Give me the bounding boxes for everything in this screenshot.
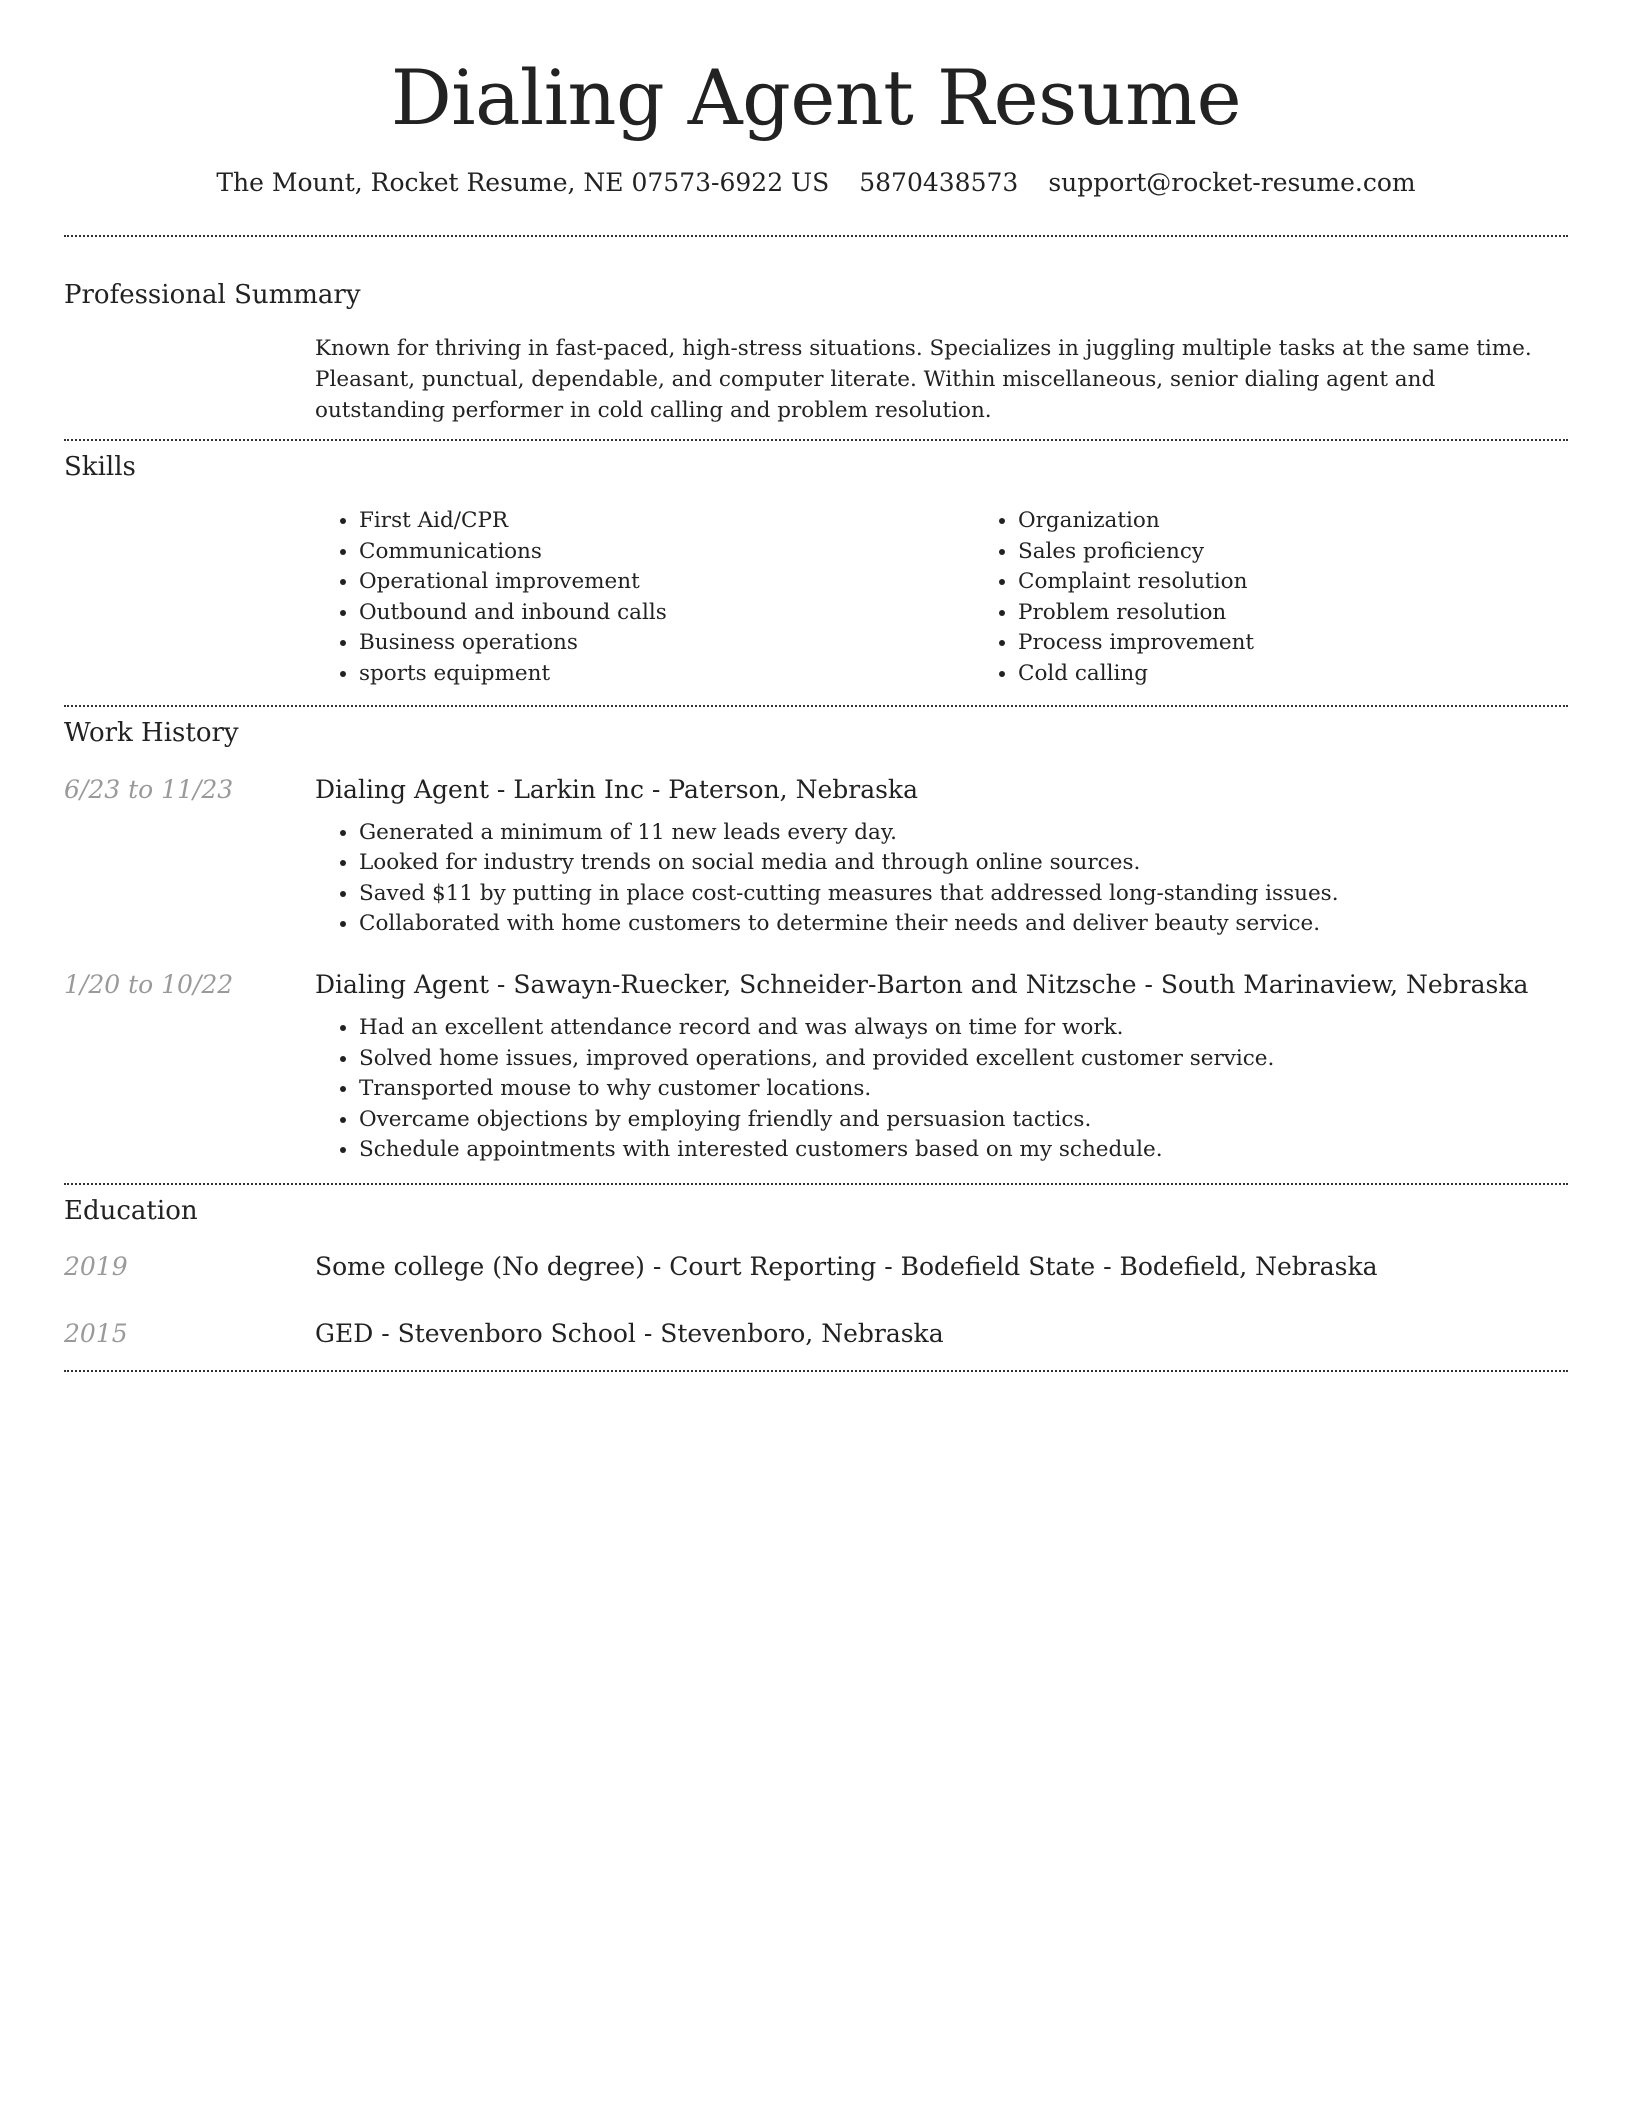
education-details: GED - Stevenboro School - Stevenboro, Nebraska: [315, 1319, 944, 1348]
job-bullet: • Overcame objections by employing friendly and persuasion tactics.: [359, 1105, 1568, 1136]
education-entry: [64, 1318, 1568, 1349]
education-year: 2015: [64, 1319, 128, 1348]
work-history-section: [64, 718, 1568, 1165]
job-bullet: • Schedule appointments with interested customers based on my schedule.: [359, 1135, 1568, 1166]
skills-list-right: [974, 506, 1632, 689]
job-bullet: • Transported mouse to why customer locations.: [359, 1074, 1568, 1105]
job-bullet: • Solved home issues, improved operations, and provided excellent customer service.: [359, 1044, 1568, 1075]
contact-phone: 5870438573: [859, 168, 1019, 197]
skill-item: • Problem resolution: [1018, 598, 1632, 629]
skills-left-spacer: [64, 506, 315, 689]
skill-item: • Outbound and inbound calls: [359, 598, 974, 629]
section-divider: [64, 235, 1568, 237]
job-title: Dialing Agent - Sawayn-Ruecker, Schneider-Barton and Nitzsche - South Marinaview, Nebraska: [315, 969, 1529, 999]
skill-item: • Sales proficiency: [1018, 537, 1632, 568]
skill-item: • sports equipment: [359, 659, 974, 690]
job-bullet: • Collaborated with home customers to determine their needs and deliver beauty service.: [359, 909, 1568, 940]
section-divider: [64, 439, 1568, 441]
job-dates: 1/20 to 10/22: [64, 969, 234, 999]
skill-item: • Process improvement: [1018, 628, 1632, 659]
skill-item: • First Aid/CPR: [359, 506, 974, 537]
resume-title: Dialing Agent Resume: [390, 53, 1242, 142]
education-section: [64, 1196, 1568, 1350]
job-bullets: [315, 1013, 1568, 1166]
job-bullet: • Looked for industry trends on social media and through online sources.: [359, 848, 1568, 879]
skill-item: • Complaint resolution: [1018, 567, 1632, 598]
skills-list-left: [315, 506, 974, 689]
job-dates: 6/23 to 11/23: [64, 774, 234, 804]
job-entry: [64, 969, 1568, 1166]
summary-heading: Professional Summary: [64, 280, 361, 310]
summary-text: Known for thriving in fast-paced, high-stress situations. Specializes in juggling multiple tasks at the same time. Pleasant, punctual, dependable, and computer literate. Within miscellaneous, senior dialing agent and outstanding performer in cold calling and problem resolution.: [315, 336, 1532, 424]
summary-section: [64, 280, 1568, 426]
contact-address: The Mount, Rocket Resume, NE 07573-6922 US: [216, 168, 830, 197]
work-history-heading: Work History: [64, 718, 239, 749]
education-year: 2019: [64, 1251, 128, 1281]
education-entry: [64, 1251, 1568, 1282]
contact-email: support@rocket-resume.com: [1048, 168, 1416, 197]
section-divider: [64, 1370, 1568, 1372]
job-bullets: [315, 818, 1568, 940]
skills-section: [64, 452, 1568, 689]
job-entry: [64, 774, 1568, 940]
skill-item: • Cold calling: [1018, 659, 1632, 690]
job-bullet: • Saved $11 by putting in place cost-cutting measures that addressed long-standing issues.: [359, 879, 1568, 910]
education-details: Some college (No degree) - Court Reporting - Bodefield State - Bodefield, Nebraska: [315, 1251, 1378, 1281]
summary-left-spacer: [64, 333, 315, 426]
skill-item: • Business operations: [359, 628, 974, 659]
section-divider: [64, 705, 1568, 707]
section-divider: [64, 1183, 1568, 1185]
skill-item: • Organization: [1018, 506, 1632, 537]
skill-item: • Communications: [359, 537, 974, 568]
contact-line: [64, 168, 1568, 198]
job-bullet: • Had an excellent attendance record and was always on time for work.: [359, 1013, 1568, 1044]
skills-heading: Skills: [64, 452, 136, 483]
skill-item: • Operational improvement: [359, 567, 974, 598]
job-title: Dialing Agent - Larkin Inc - Paterson, Nebraska: [315, 774, 918, 804]
education-heading: Education: [64, 1195, 198, 1226]
job-bullet: • Generated a minimum of 11 new leads every day.: [359, 818, 1568, 849]
